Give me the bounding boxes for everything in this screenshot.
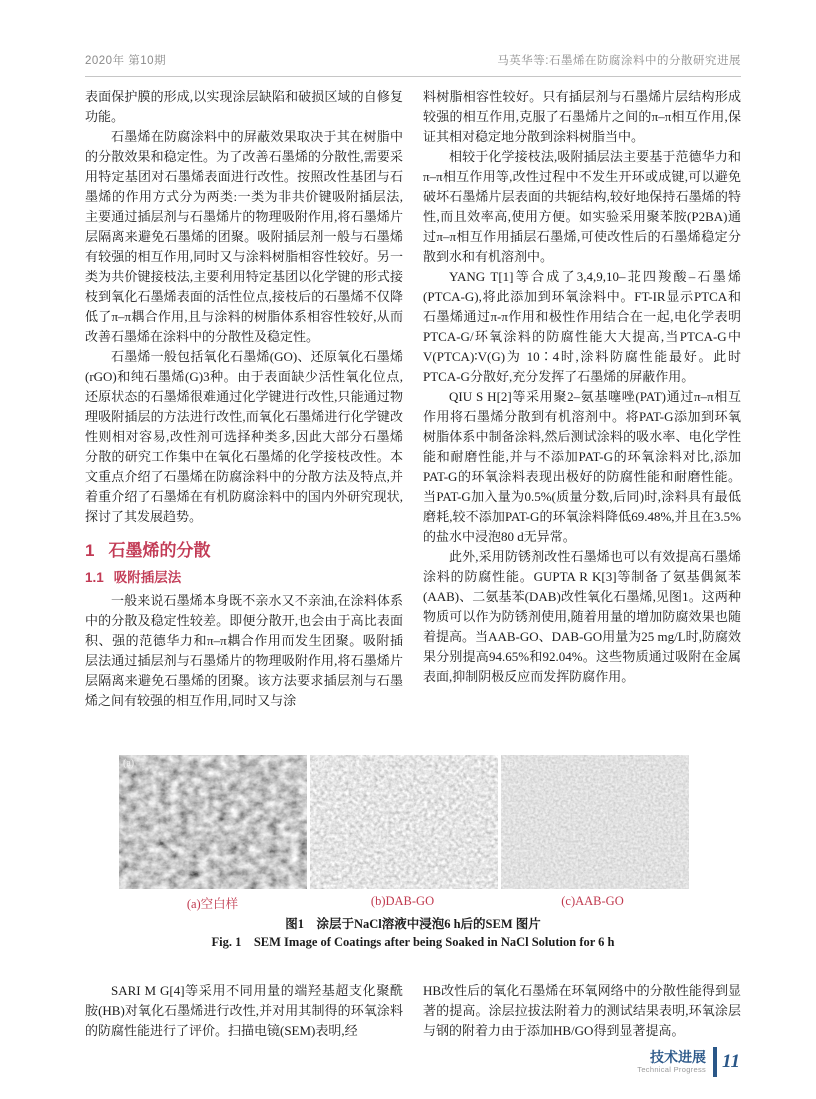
footer-section-sublabel: Technical Progress — [637, 1065, 707, 1074]
figure-1 — [85, 755, 741, 951]
header-running-title: 马英华等:石墨烯在防腐涂料中的分散研究进展 — [497, 55, 741, 67]
section-heading — [85, 540, 403, 562]
panel-label-row — [119, 894, 689, 912]
panel-corner-label: (c) — [505, 758, 517, 769]
paragraph: 石墨烯一般包括氧化石墨烯(GO)、还原氧化石墨烯(rGO)和纯石墨烯(G)3种。由于表面缺少活性氧化位点,还原状态的石墨烯很难通过化学键进行改性,只能通过物理吸附插层的方法进行改性,而氧化石墨烯进行化学键改性则相对容易,改性剂可选择种类多,因此大部分石墨烯分散的研究工作集中在氧化石墨烯的化学接枝改性。本文重点介绍了石墨烯在防腐涂料中的分散方法及特点,并着重介绍了石墨烯在有机防腐涂料中的国内外研究现状,探讨了其发展趋势。 — [85, 349, 403, 524]
right-column — [423, 87, 741, 749]
page-header — [85, 0, 741, 77]
body-columns-bottom — [85, 981, 741, 1045]
header-issue: 2020年 第10期 — [85, 55, 167, 67]
panel-label-blank: (a)空白样 — [186, 897, 239, 911]
paragraph: 相较于化学接枝法,吸附插层法主要基于范德华力和π–π相互作用等,改性过程中不发生开环或成键,可以避免破坏石墨烯片层表面的共轭结构,较好地保持石墨烯的特性,而且效率高,使用方便。如实验采用聚苯胺(P2BA)通过π–π相互作用插层石墨烯,可使改性后的石墨烯稳定分散到水和有机溶剂中。 — [423, 149, 741, 264]
body-columns-top — [85, 87, 741, 749]
sem-image-aab-go — [501, 755, 689, 889]
subsection-title: 吸附插层法 — [113, 570, 182, 585]
paragraph: SARI M G[4]等采用不同用量的端羟基超支化聚酰胺(HB)对氧化石墨烯进行改性,并对用其制得的环氧涂料的防腐性能进行了评价。扫描电镜(SEM)表明,经 — [85, 983, 403, 1038]
paragraph: 表面保护膜的形成,以实现涂层缺陷和破损区域的自修复功能。 — [85, 89, 403, 124]
panel-corner-label: (a) — [123, 758, 135, 769]
page-number: 11 — [722, 1051, 740, 1072]
panel-label-aab-go: (c)AAB-GO — [561, 894, 624, 908]
figure-caption-en: Fig. 1 SEM Image of Coatings after being Soaked in NaCl Solution for 6 h — [211, 935, 615, 949]
paragraph: QIU S H[2]等采用聚2–氨基噻唑(PAT)通过π–π相互作用将石墨烯分散到有机溶剂中。将PAT-G添加到环氧树脂体系中制备涂料,然后测试涂料的吸水率、电化学性能和耐磨性能,并与不添加PAT-G的环氧涂料对比,添加PAT-G的环氧涂料表现出极好的防腐性能和耐磨性能。当PAT-G加入量为0.5%(质量分数,后同)时,涂料具有最低磨耗,较不添加PAT-G的环氧涂料降低69.48%,并且在3.5%的盐水中浸泡80 d无异常。 — [423, 389, 741, 544]
paragraph: 一般来说石墨烯本身既不亲水又不亲油,在涂料体系中的分散及稳定性较差。即便分散开,也会由于高比表面积、强的范德华力和π–π耦合作用而发生团聚。吸附插层法通过插层剂与石墨烯片的物理吸附作用,将石墨烯片层隔离来避免石墨烯的团聚。该方法要求插层剂与石墨烯之间有较强的相互作用,同时又与涂 — [85, 593, 403, 708]
paragraph: 此外,采用防锈剂改性石墨烯也可以有效提高石墨烯涂料的防腐性能。GUPTA R K[3]等制备了氨基偶氮苯(AAB)、二氨基苯(DAB)改性氧化石墨烯,见图1。这两种物质可以作为防锈剂使用,随着用量的增加防腐效果也随着提高。当AAB-GO、DAB-GO用量为25 mg/L时,防腐效果分别提高94.65%和92.04%。这些物质通过吸附在金属表面,抑制阴极反应而发挥防腐作用。 — [423, 549, 741, 684]
left-column-bottom — [85, 981, 403, 1045]
paragraph: 料树脂相容性较好。只有插层剂与石墨烯片层结构形成较强的相互作用,克服了石墨烯片之间的π–π相互作用,保证其相对稳定地分散到涂料树脂当中。 — [423, 89, 741, 144]
sem-image-blank — [119, 755, 307, 889]
subsection-number: 1.1 — [85, 570, 104, 585]
paragraph: 石墨烯在防腐涂料中的屏蔽效果取决于其在树脂中的分散效果和稳定性。为了改善石墨烯的分散性,需要采用特定基团对石墨烯表面进行改性。按照改性基团与石墨烯的作用方式分为两类:一类为非共价键吸附插层法,主要通过插层剂与石墨烯片的物理吸附作用,将石墨烯片层隔离来避免石墨烯的团聚。吸附插层剂一般与石墨烯有较强的相互作用,同时又与涂料树脂相容性较好。另一类为共价键接枝法,主要利用特定基团以化学键的形式接枝到氧化石墨烯表面的活性位点,接枝后的石墨烯不仅降低了π–π耦合作用,且与涂料的树脂体系相容性较好,从而改善石墨烯在涂料中的分散性及稳定性。 — [85, 129, 403, 344]
paragraph: YANG T[1]等合成了3,4,9,10–苝四羧酸–石墨烯(PTCA-G),将此添加到环氧涂料中。FT-IR显示PTCA和石墨烯通过π-π作用和极性作用结合在一起,电化学表明PTCA-G/环氧涂料的防腐性能大大提高,当PTCA-G中V(PTCA)∶V(G)为 10∶4时,涂料防腐性能最好。此时PTCA-G分散好,充分发挥了石墨烯的屏蔽作用。 — [423, 269, 741, 384]
figure-caption-zh: 图1 涂层于NaCl溶液中浸泡6 h后的SEM 图片 — [285, 917, 541, 931]
footer-divider-bar — [713, 1047, 717, 1077]
paragraph: HB改性后的氧化石墨烯在环氧网络中的分散性能得到显著的提高。涂层拉拔法附着力的测试结果表明,环氧涂层与钢的附着力由于添加HB/GO得到显著提高。 — [423, 983, 741, 1038]
section-number: 1 — [85, 541, 95, 560]
page-footer — [637, 1047, 740, 1077]
right-column-bottom — [423, 981, 741, 1045]
left-column — [85, 87, 403, 749]
footer-section-label: 技术进展 — [650, 1049, 707, 1065]
panel-label-dab-go: (b)DAB-GO — [370, 894, 435, 908]
subsection-heading — [85, 569, 403, 587]
sem-image-dab-go — [310, 755, 498, 889]
sem-panel-row — [119, 755, 689, 889]
panel-corner-label: (b) — [314, 758, 326, 769]
section-title: 石墨烯的分散 — [108, 541, 211, 560]
